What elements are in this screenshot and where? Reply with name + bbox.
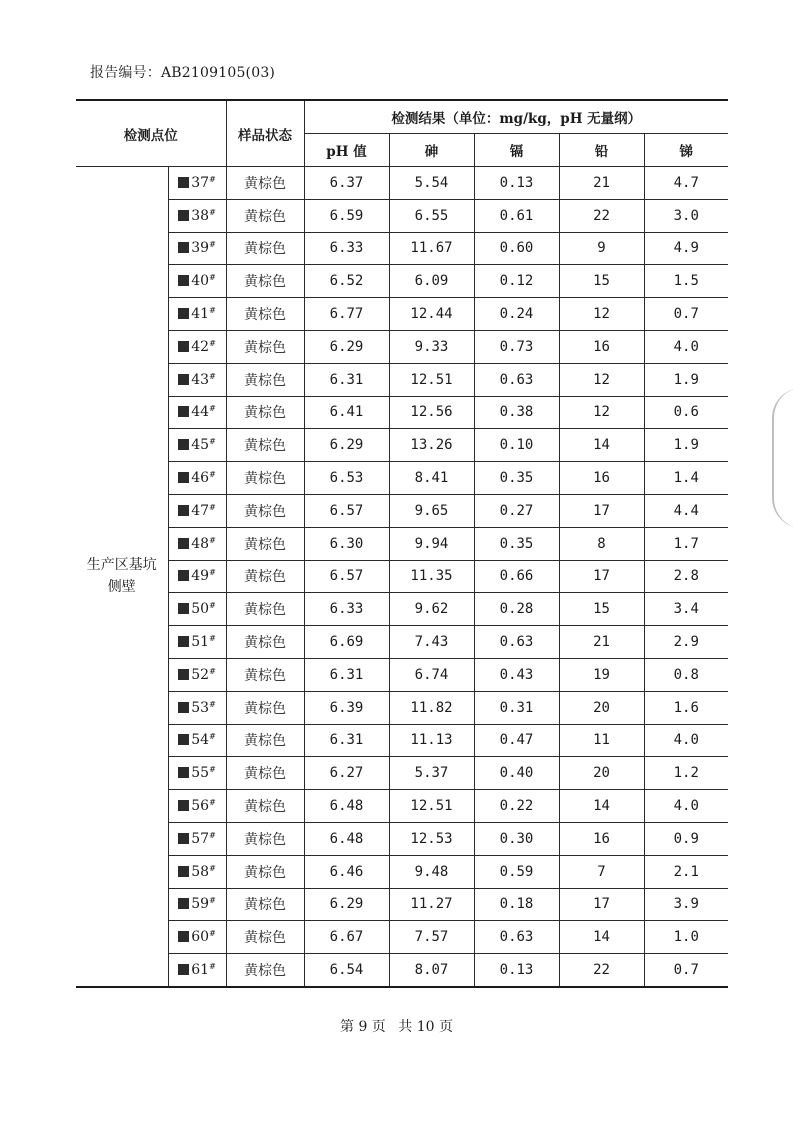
as-cell: 6.09 xyxy=(389,265,474,298)
ph-cell: 6.57 xyxy=(304,560,389,593)
state-cell: 黄棕色 xyxy=(226,593,304,626)
table-row xyxy=(76,232,728,265)
sb-cell: 4.0 xyxy=(644,330,728,363)
page-total: 共 10 页 xyxy=(398,1019,453,1035)
cd-cell: 0.28 xyxy=(474,593,559,626)
sb-cell: 2.1 xyxy=(644,855,728,888)
point-suffix: # xyxy=(209,929,216,939)
as-cell: 9.94 xyxy=(389,527,474,560)
cd-cell: 0.38 xyxy=(474,396,559,429)
point-cell xyxy=(168,724,226,757)
sb-cell: 4.0 xyxy=(644,724,728,757)
square-marker-icon xyxy=(178,275,189,286)
ph-cell: 6.33 xyxy=(304,593,389,626)
state-cell: 黄棕色 xyxy=(226,954,304,987)
cd-cell: 0.61 xyxy=(474,199,559,232)
header-sb: 锑 xyxy=(644,134,728,167)
point-cell xyxy=(168,626,226,659)
point-suffix: # xyxy=(209,404,216,414)
point-suffix: # xyxy=(209,338,216,348)
state-cell: 黄棕色 xyxy=(226,298,304,331)
square-marker-icon xyxy=(178,800,189,811)
state-cell: 黄棕色 xyxy=(226,429,304,462)
table-row xyxy=(76,396,728,429)
point-id: 52 xyxy=(191,666,210,683)
sb-cell: 3.0 xyxy=(644,199,728,232)
as-cell: 13.26 xyxy=(389,429,474,462)
sb-cell: 1.5 xyxy=(644,265,728,298)
as-cell: 11.35 xyxy=(389,560,474,593)
cd-cell: 0.22 xyxy=(474,790,559,823)
point-suffix: # xyxy=(209,962,216,972)
ph-cell: 6.77 xyxy=(304,298,389,331)
ph-cell: 6.53 xyxy=(304,462,389,495)
header-state: 样品状态 xyxy=(226,100,304,167)
ph-cell: 6.57 xyxy=(304,494,389,527)
cd-cell: 0.63 xyxy=(474,363,559,396)
state-cell: 黄棕色 xyxy=(226,691,304,724)
ph-cell: 6.48 xyxy=(304,822,389,855)
as-cell: 11.13 xyxy=(389,724,474,757)
point-cell xyxy=(168,954,226,987)
pb-cell: 15 xyxy=(559,593,644,626)
table-row xyxy=(76,855,728,888)
table-row xyxy=(76,593,728,626)
table-row xyxy=(76,527,728,560)
cd-cell: 0.27 xyxy=(474,494,559,527)
point-suffix: # xyxy=(209,371,216,381)
pb-cell: 11 xyxy=(559,724,644,757)
cd-cell: 0.12 xyxy=(474,265,559,298)
square-marker-icon xyxy=(178,767,189,778)
sb-cell: 4.0 xyxy=(644,790,728,823)
as-cell: 12.44 xyxy=(389,298,474,331)
cd-cell: 0.35 xyxy=(474,527,559,560)
point-suffix: # xyxy=(209,240,216,250)
cd-cell: 0.63 xyxy=(474,921,559,954)
area-label: 生产区基坑侧壁 xyxy=(86,557,157,596)
table-row xyxy=(76,199,728,232)
state-cell: 黄棕色 xyxy=(226,560,304,593)
cd-cell: 0.10 xyxy=(474,429,559,462)
as-cell: 9.33 xyxy=(389,330,474,363)
state-cell: 黄棕色 xyxy=(226,757,304,790)
results-body xyxy=(76,167,728,987)
sb-cell: 0.9 xyxy=(644,822,728,855)
table-row xyxy=(76,954,728,987)
state-cell: 黄棕色 xyxy=(226,265,304,298)
square-marker-icon xyxy=(178,505,189,516)
sb-cell: 1.7 xyxy=(644,527,728,560)
point-cell xyxy=(168,330,226,363)
point-suffix: # xyxy=(209,699,216,709)
point-id: 47 xyxy=(191,502,210,519)
ph-cell: 6.30 xyxy=(304,527,389,560)
point-id: 53 xyxy=(191,699,210,716)
square-marker-icon xyxy=(178,570,189,581)
pb-cell: 20 xyxy=(559,757,644,790)
pb-cell: 21 xyxy=(559,626,644,659)
table-row xyxy=(76,626,728,659)
square-marker-icon xyxy=(178,406,189,417)
point-cell xyxy=(168,462,226,495)
point-suffix: # xyxy=(209,634,216,644)
as-cell: 12.51 xyxy=(389,790,474,823)
point-id: 60 xyxy=(191,929,210,946)
table-row xyxy=(76,330,728,363)
point-cell xyxy=(168,494,226,527)
point-cell xyxy=(168,396,226,429)
state-cell: 黄棕色 xyxy=(226,167,304,200)
ph-cell: 6.29 xyxy=(304,888,389,921)
point-id: 61 xyxy=(191,962,210,979)
as-cell: 6.55 xyxy=(389,199,474,232)
point-id: 50 xyxy=(191,601,210,618)
point-id: 58 xyxy=(191,863,210,880)
table-row xyxy=(76,494,728,527)
area-cell xyxy=(76,167,168,987)
point-id: 43 xyxy=(191,371,210,388)
pb-cell: 12 xyxy=(559,298,644,331)
ph-cell: 6.46 xyxy=(304,855,389,888)
sb-cell: 0.7 xyxy=(644,954,728,987)
ph-cell: 6.48 xyxy=(304,790,389,823)
ph-cell: 6.54 xyxy=(304,954,389,987)
ph-cell: 6.37 xyxy=(304,167,389,200)
ph-cell: 6.67 xyxy=(304,921,389,954)
as-cell: 12.53 xyxy=(389,822,474,855)
point-cell xyxy=(168,790,226,823)
point-suffix: # xyxy=(209,666,216,676)
pb-cell: 14 xyxy=(559,921,644,954)
point-id: 48 xyxy=(191,535,210,552)
pb-cell: 12 xyxy=(559,363,644,396)
pb-cell: 15 xyxy=(559,265,644,298)
sb-cell: 1.2 xyxy=(644,757,728,790)
point-suffix: # xyxy=(209,863,216,873)
point-suffix: # xyxy=(209,896,216,906)
cd-cell: 0.63 xyxy=(474,626,559,659)
state-cell: 黄棕色 xyxy=(226,363,304,396)
point-cell xyxy=(168,921,226,954)
as-cell: 12.51 xyxy=(389,363,474,396)
square-marker-icon xyxy=(178,177,189,188)
state-cell: 黄棕色 xyxy=(226,199,304,232)
state-cell: 黄棕色 xyxy=(226,888,304,921)
point-suffix: # xyxy=(209,732,216,742)
table-row xyxy=(76,363,728,396)
point-suffix: # xyxy=(209,174,216,184)
square-marker-icon xyxy=(178,308,189,319)
point-suffix: # xyxy=(209,535,216,545)
as-cell: 5.37 xyxy=(389,757,474,790)
sb-cell: 0.8 xyxy=(644,658,728,691)
ph-cell: 6.69 xyxy=(304,626,389,659)
pb-cell: 14 xyxy=(559,429,644,462)
pb-cell: 12 xyxy=(559,396,644,429)
table-row xyxy=(76,790,728,823)
header-cd: 镉 xyxy=(474,134,559,167)
state-cell: 黄棕色 xyxy=(226,396,304,429)
table-row xyxy=(76,822,728,855)
point-suffix: # xyxy=(209,470,216,480)
ph-cell: 6.31 xyxy=(304,658,389,691)
point-suffix: # xyxy=(209,207,216,217)
ph-cell: 6.39 xyxy=(304,691,389,724)
pb-cell: 16 xyxy=(559,462,644,495)
state-cell: 黄棕色 xyxy=(226,724,304,757)
as-cell: 9.48 xyxy=(389,855,474,888)
pb-cell: 17 xyxy=(559,494,644,527)
point-suffix: # xyxy=(209,765,216,775)
point-cell xyxy=(168,560,226,593)
sb-cell: 1.0 xyxy=(644,921,728,954)
point-id: 55 xyxy=(191,765,210,782)
table-row xyxy=(76,560,728,593)
state-cell: 黄棕色 xyxy=(226,494,304,527)
table-row xyxy=(76,691,728,724)
cd-cell: 0.13 xyxy=(474,167,559,200)
ph-cell: 6.27 xyxy=(304,757,389,790)
pb-cell: 16 xyxy=(559,330,644,363)
state-cell: 黄棕色 xyxy=(226,462,304,495)
cd-cell: 0.47 xyxy=(474,724,559,757)
cd-cell: 0.30 xyxy=(474,822,559,855)
square-marker-icon xyxy=(178,931,189,942)
point-suffix: # xyxy=(209,568,216,578)
state-cell: 黄棕色 xyxy=(226,790,304,823)
point-id: 46 xyxy=(191,470,210,487)
square-marker-icon xyxy=(178,242,189,253)
pb-cell: 17 xyxy=(559,888,644,921)
point-id: 39 xyxy=(191,240,210,257)
results-table xyxy=(76,99,728,988)
square-marker-icon xyxy=(178,833,189,844)
point-id: 45 xyxy=(191,437,210,454)
header-as: 砷 xyxy=(389,134,474,167)
cd-cell: 0.40 xyxy=(474,757,559,790)
square-marker-icon xyxy=(178,472,189,483)
square-marker-icon xyxy=(178,866,189,877)
point-id: 37 xyxy=(191,174,210,191)
point-id: 54 xyxy=(191,732,210,749)
as-cell: 11.82 xyxy=(389,691,474,724)
pb-cell: 8 xyxy=(559,527,644,560)
sb-cell: 1.9 xyxy=(644,363,728,396)
sb-cell: 1.9 xyxy=(644,429,728,462)
header-ph: pH 值 xyxy=(304,134,389,167)
point-id: 57 xyxy=(191,830,210,847)
as-cell: 8.41 xyxy=(389,462,474,495)
table-row xyxy=(76,888,728,921)
state-cell: 黄棕色 xyxy=(226,527,304,560)
point-suffix: # xyxy=(209,601,216,611)
square-marker-icon xyxy=(178,734,189,745)
cd-cell: 0.60 xyxy=(474,232,559,265)
state-cell: 黄棕色 xyxy=(226,921,304,954)
point-suffix: # xyxy=(209,273,216,283)
sb-cell: 2.8 xyxy=(644,560,728,593)
point-cell xyxy=(168,593,226,626)
point-id: 49 xyxy=(191,568,210,585)
pb-cell: 7 xyxy=(559,855,644,888)
ph-cell: 6.29 xyxy=(304,429,389,462)
point-id: 42 xyxy=(191,338,210,355)
table-row xyxy=(76,265,728,298)
report-number: 报告编号：AB2109105(03) xyxy=(90,65,276,81)
square-marker-icon xyxy=(178,538,189,549)
point-cell xyxy=(168,363,226,396)
point-cell xyxy=(168,429,226,462)
cd-cell: 0.18 xyxy=(474,888,559,921)
square-marker-icon xyxy=(178,603,189,614)
point-cell xyxy=(168,265,226,298)
point-id: 40 xyxy=(191,273,210,290)
as-cell: 5.54 xyxy=(389,167,474,200)
table-row xyxy=(76,167,728,200)
point-suffix: # xyxy=(209,798,216,808)
square-marker-icon xyxy=(178,964,189,975)
point-cell xyxy=(168,691,226,724)
state-cell: 黄棕色 xyxy=(226,330,304,363)
point-suffix: # xyxy=(209,502,216,512)
as-cell: 9.65 xyxy=(389,494,474,527)
table-row xyxy=(76,757,728,790)
point-id: 38 xyxy=(191,207,210,224)
point-cell xyxy=(168,822,226,855)
point-cell xyxy=(168,232,226,265)
cd-cell: 0.35 xyxy=(474,462,559,495)
ph-cell: 6.52 xyxy=(304,265,389,298)
ph-cell: 6.31 xyxy=(304,363,389,396)
point-cell xyxy=(168,757,226,790)
point-id: 41 xyxy=(191,306,210,323)
sb-cell: 4.9 xyxy=(644,232,728,265)
pb-cell: 22 xyxy=(559,199,644,232)
pb-cell: 22 xyxy=(559,954,644,987)
table-row xyxy=(76,921,728,954)
cd-cell: 0.66 xyxy=(474,560,559,593)
point-cell xyxy=(168,298,226,331)
pb-cell: 9 xyxy=(559,232,644,265)
header-point: 检测点位 xyxy=(76,100,226,167)
as-cell: 7.57 xyxy=(389,921,474,954)
square-marker-icon xyxy=(178,898,189,909)
sb-cell: 4.7 xyxy=(644,167,728,200)
ph-cell: 6.29 xyxy=(304,330,389,363)
pb-cell: 20 xyxy=(559,691,644,724)
pb-cell: 17 xyxy=(559,560,644,593)
as-cell: 11.67 xyxy=(389,232,474,265)
seal-stamp xyxy=(772,388,793,528)
pb-cell: 16 xyxy=(559,822,644,855)
point-id: 51 xyxy=(191,634,210,651)
ph-cell: 6.59 xyxy=(304,199,389,232)
cd-cell: 0.24 xyxy=(474,298,559,331)
state-cell: 黄棕色 xyxy=(226,626,304,659)
table-row xyxy=(76,298,728,331)
point-suffix: # xyxy=(209,306,216,316)
page-footer xyxy=(0,1016,793,1036)
header-pb: 铅 xyxy=(559,134,644,167)
as-cell: 12.56 xyxy=(389,396,474,429)
ph-cell: 6.41 xyxy=(304,396,389,429)
state-cell: 黄棕色 xyxy=(226,822,304,855)
square-marker-icon xyxy=(178,341,189,352)
state-cell: 黄棕色 xyxy=(226,855,304,888)
point-id: 56 xyxy=(191,798,210,815)
as-cell: 6.74 xyxy=(389,658,474,691)
sb-cell: 4.4 xyxy=(644,494,728,527)
table-row xyxy=(76,462,728,495)
state-cell: 黄棕色 xyxy=(226,658,304,691)
ph-cell: 6.31 xyxy=(304,724,389,757)
pb-cell: 19 xyxy=(559,658,644,691)
sb-cell: 0.6 xyxy=(644,396,728,429)
as-cell: 8.07 xyxy=(389,954,474,987)
as-cell: 9.62 xyxy=(389,593,474,626)
pb-cell: 21 xyxy=(559,167,644,200)
cd-cell: 0.43 xyxy=(474,658,559,691)
cd-cell: 0.73 xyxy=(474,330,559,363)
table-row xyxy=(76,429,728,462)
as-cell: 7.43 xyxy=(389,626,474,659)
point-cell xyxy=(168,167,226,200)
square-marker-icon xyxy=(178,636,189,647)
sb-cell: 3.4 xyxy=(644,593,728,626)
sb-cell: 2.9 xyxy=(644,626,728,659)
ph-cell: 6.33 xyxy=(304,232,389,265)
header-results: 检测结果（单位：mg/kg，pH 无量纲） xyxy=(304,100,728,134)
square-marker-icon xyxy=(178,439,189,450)
point-suffix: # xyxy=(209,830,216,840)
point-id: 59 xyxy=(191,896,210,913)
sb-cell: 0.7 xyxy=(644,298,728,331)
point-cell xyxy=(168,855,226,888)
cd-cell: 0.13 xyxy=(474,954,559,987)
as-cell: 11.27 xyxy=(389,888,474,921)
point-suffix: # xyxy=(209,437,216,447)
point-id: 44 xyxy=(191,404,210,421)
sb-cell: 1.4 xyxy=(644,462,728,495)
sb-cell: 1.6 xyxy=(644,691,728,724)
sb-cell: 3.9 xyxy=(644,888,728,921)
table-row xyxy=(76,658,728,691)
point-cell xyxy=(168,199,226,232)
cd-cell: 0.31 xyxy=(474,691,559,724)
table-row xyxy=(76,724,728,757)
square-marker-icon xyxy=(178,702,189,713)
square-marker-icon xyxy=(178,669,189,680)
cd-cell: 0.59 xyxy=(474,855,559,888)
state-cell: 黄棕色 xyxy=(226,232,304,265)
point-cell xyxy=(168,527,226,560)
square-marker-icon xyxy=(178,210,189,221)
pb-cell: 14 xyxy=(559,790,644,823)
page-number: 第 9 页 xyxy=(340,1019,386,1035)
point-cell xyxy=(168,888,226,921)
point-cell xyxy=(168,658,226,691)
square-marker-icon xyxy=(178,374,189,385)
